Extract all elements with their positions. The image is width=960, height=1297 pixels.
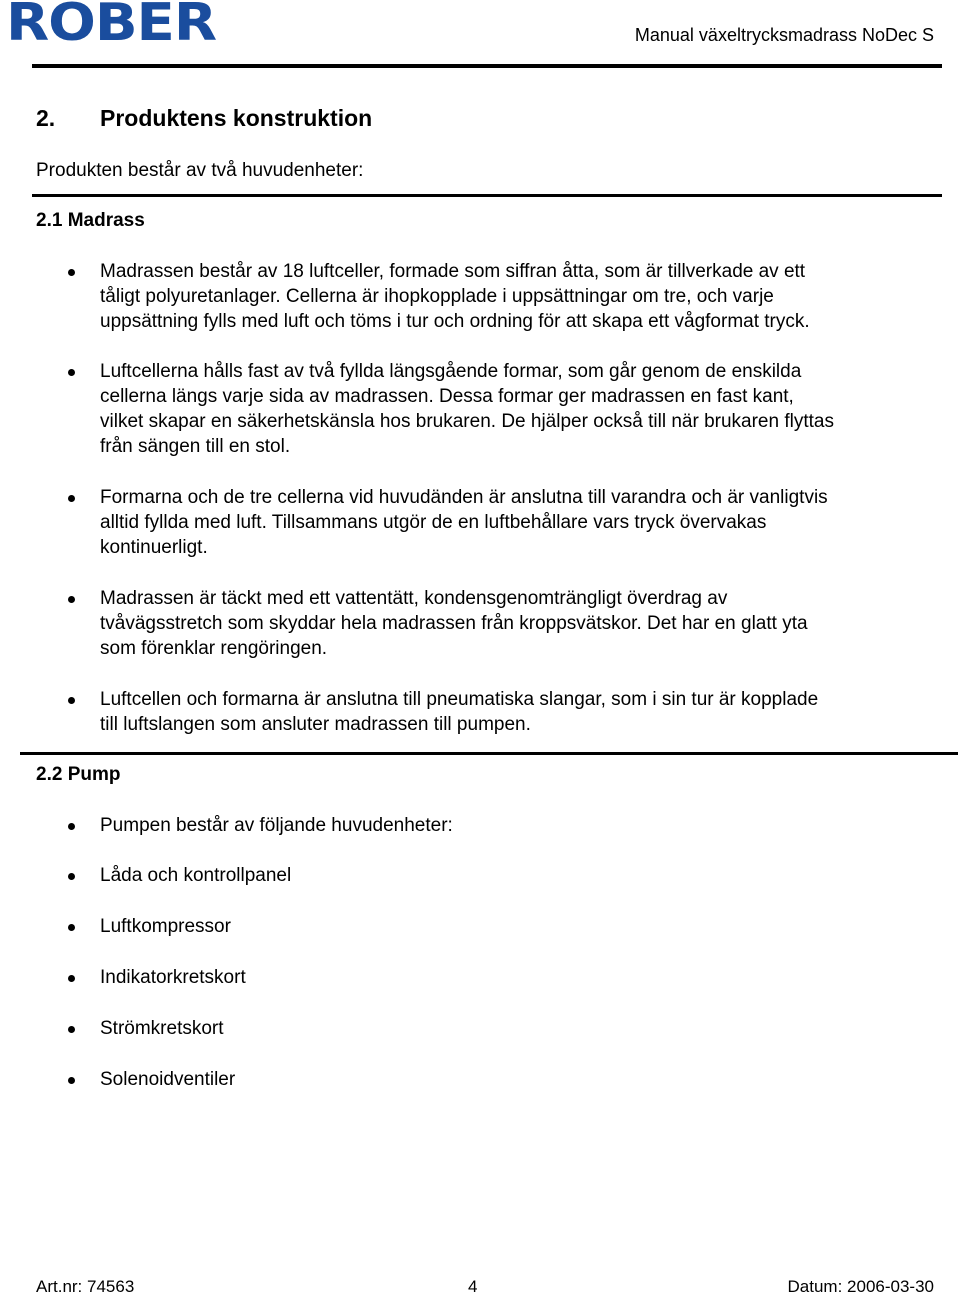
- bullet-icon: [68, 369, 75, 376]
- list-item-text: Pumpen består av följande huvudenheter:: [100, 815, 453, 836]
- list-item-text: Luftcellerna hålls fast av två fyllda längsgående formar, som går genom de enskilda cellerna längs varje sida av madrassen. Dessa formar ger madrassen en fast kant, vilket skapar en säkerhetskänsla hos brukaren. De hjälper också till när brukaren flyttas från sängen till en stol.: [100, 361, 834, 457]
- section-heading: [36, 103, 372, 133]
- bullet-icon: [68, 269, 75, 276]
- footer-article-number: Art.nr: 74563: [36, 1277, 135, 1296]
- bullet-icon: [68, 1077, 75, 1084]
- section-number: 2.: [36, 105, 56, 131]
- list-item-text: Strömkretskort: [100, 1018, 224, 1039]
- list-item-text: Indikatorkretskort: [100, 967, 246, 988]
- subsection-heading-madrass: 2.1 Madrass: [36, 210, 145, 231]
- bullet-icon: [68, 697, 75, 704]
- bullet-icon: [68, 596, 75, 603]
- subsection-divider: [20, 752, 958, 755]
- document-title: Manual växeltrycksmadrass NoDec S: [634, 25, 934, 45]
- rober-logo: ROBER: [6, 0, 217, 53]
- footer-page-number: 4: [468, 1277, 478, 1296]
- list-item-text: Solenoidventiler: [100, 1069, 236, 1090]
- list-item-text: Luftkompressor: [100, 916, 231, 937]
- bullet-icon: [68, 1026, 75, 1033]
- section-intro: Produkten består av två huvudenheter:: [36, 160, 364, 181]
- bullet-icon: [68, 823, 75, 830]
- bullet-icon: [68, 924, 75, 931]
- header-divider: [32, 64, 942, 68]
- section-title: Produktens konstruktion: [100, 105, 373, 131]
- list-item-text: Madrassen består av 18 luftceller, formade som siffran åtta, som är tillverkade av ett tåligt polyuretanlager. Cellerna är ihopkopplade i uppsättningar om tre, och varje uppsättning fylls med luft och töms i tur och ordning för att skapa ett vågformat tryck.: [100, 261, 810, 332]
- subsection-heading-pump: 2.2 Pump: [36, 764, 121, 785]
- list-item-text: Låda och kontrollpanel: [100, 865, 292, 886]
- list-item-text: Luftcellen och formarna är anslutna till pneumatiska slangar, som i sin tur är kopplade till luftslangen som ansluter madrassen till pumpen.: [100, 689, 819, 735]
- footer-date: Datum: 2006-03-30: [787, 1277, 934, 1296]
- bullet-icon: [68, 975, 75, 982]
- bullet-icon: [68, 495, 75, 502]
- list-item-text: Formarna och de tre cellerna vid huvudänden är anslutna till varandra och är vanligtvis alltid fyllda med luft. Tillsammans utgör de en luftbehållare vars tryck övervakas kontinuerligt.: [100, 487, 828, 558]
- bullet-icon: [68, 873, 75, 880]
- subsection-divider: [32, 194, 942, 197]
- list-item-text: Madrassen är täckt med ett vattentätt, kondensgenomträngligt överdrag av tvåvägsstretch som skyddar hela madrassen från kroppsvätskor. Det har en glatt yta som förenklar rengöringen.: [100, 588, 808, 659]
